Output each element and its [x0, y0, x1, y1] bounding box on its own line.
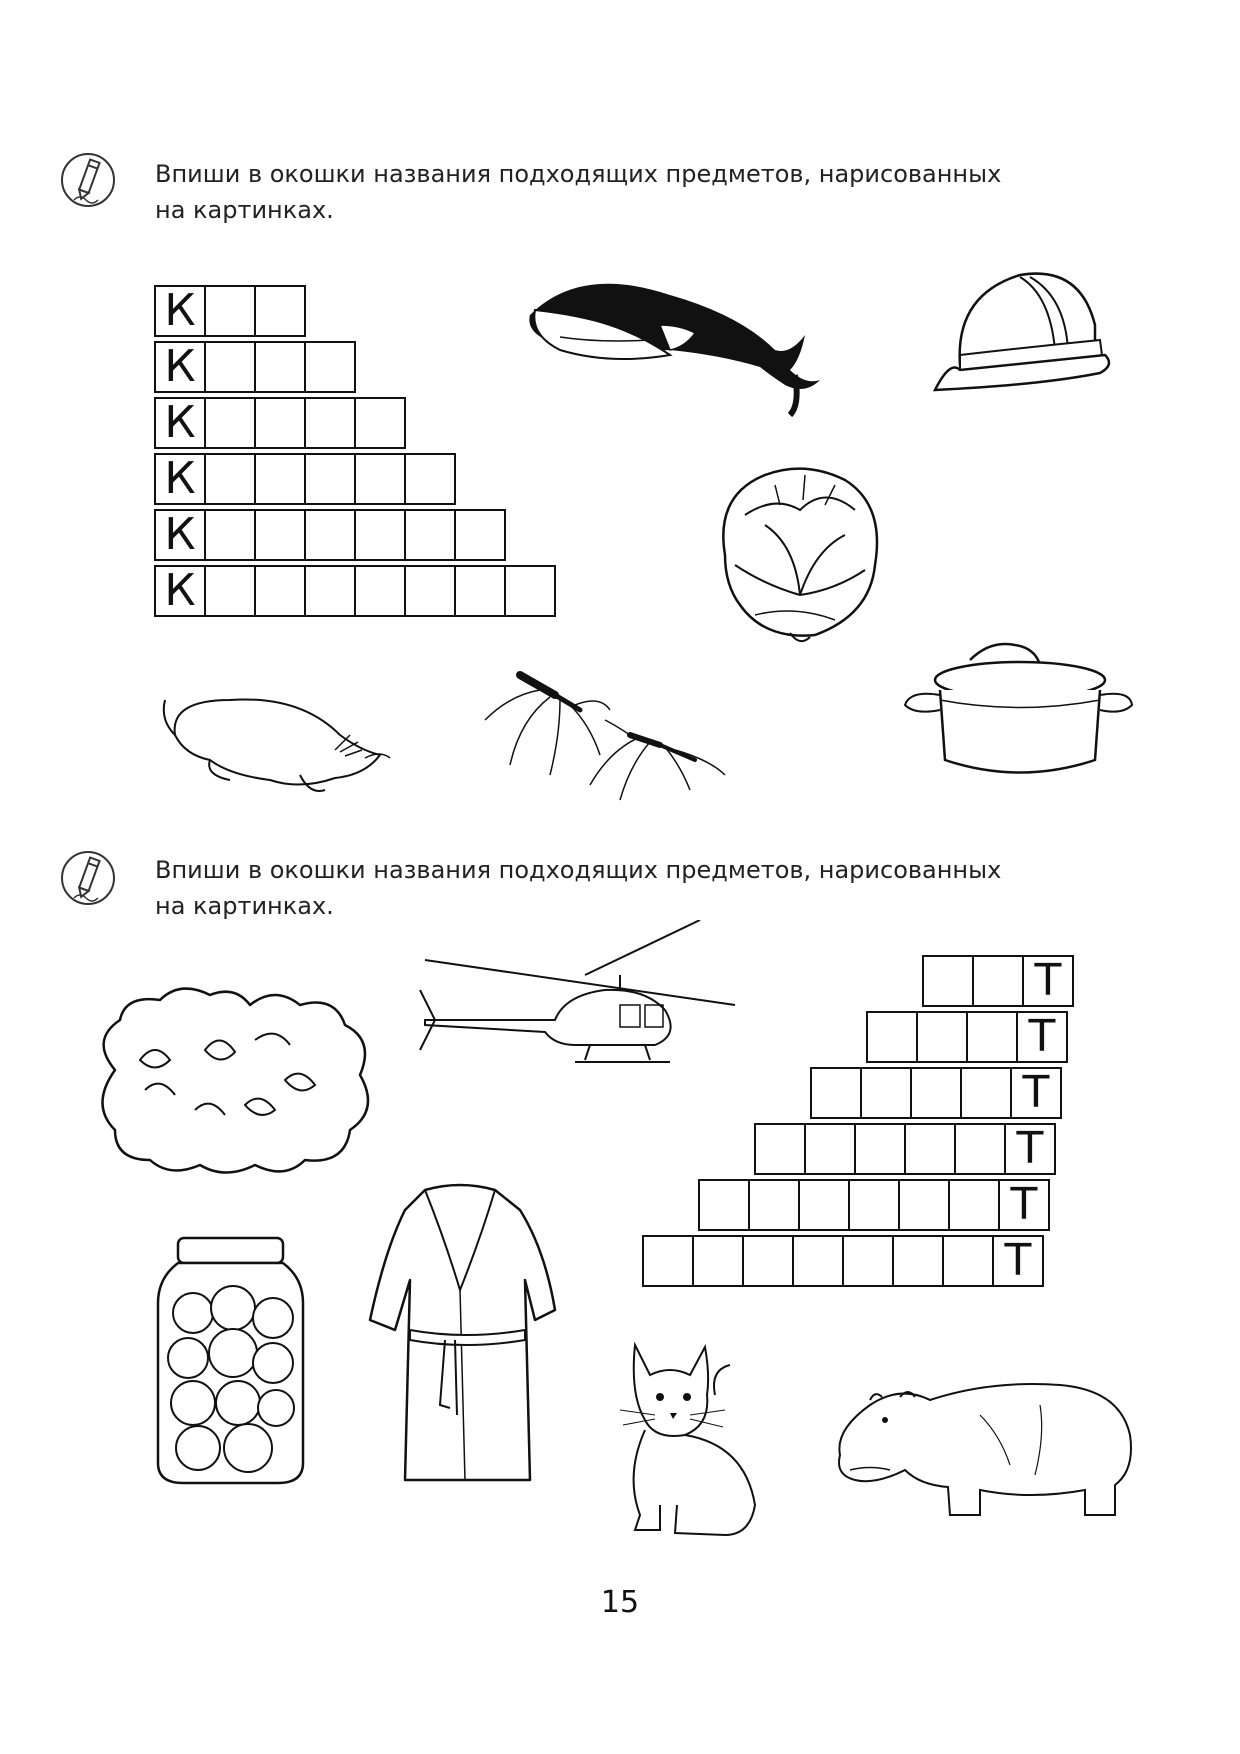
grid-row-6	[156, 565, 556, 617]
letter-cell: Т	[1016, 1011, 1068, 1063]
helmet-picture	[930, 255, 1120, 405]
grid-row-3	[812, 1067, 1062, 1119]
answer-cell[interactable]	[304, 453, 356, 505]
grid-row-1	[156, 285, 306, 337]
answer-cell[interactable]	[304, 509, 356, 561]
hippo-picture	[830, 1375, 1140, 1525]
answer-cell[interactable]	[698, 1179, 750, 1231]
answer-cell[interactable]	[742, 1235, 794, 1287]
answer-cell[interactable]	[404, 509, 456, 561]
answer-cell[interactable]	[642, 1235, 694, 1287]
mosquitoes-picture	[480, 665, 740, 810]
letter-cell: К	[154, 397, 206, 449]
answer-cell[interactable]	[798, 1179, 850, 1231]
pencil-icon	[58, 848, 118, 908]
answer-cell[interactable]	[948, 1179, 1000, 1231]
answer-cell[interactable]	[254, 509, 306, 561]
answer-cell[interactable]	[204, 565, 256, 617]
answer-cell[interactable]	[754, 1123, 806, 1175]
letter-cell: К	[154, 509, 206, 561]
task2-instruction: Впиши в окошки названия подходящих предметов, нарисованных на картинках.	[155, 856, 1002, 920]
answer-cell[interactable]	[304, 565, 356, 617]
mole-picture	[150, 680, 400, 810]
answer-cell[interactable]	[504, 565, 556, 617]
answer-cell[interactable]	[972, 955, 1024, 1007]
answer-cell[interactable]	[866, 1011, 918, 1063]
answer-cell[interactable]	[404, 565, 456, 617]
answer-cell[interactable]	[354, 565, 406, 617]
answer-cell[interactable]	[254, 565, 306, 617]
answer-cell[interactable]	[204, 453, 256, 505]
answer-cell[interactable]	[254, 453, 306, 505]
answer-cell[interactable]	[842, 1235, 894, 1287]
answer-cell[interactable]	[254, 341, 306, 393]
answer-cell[interactable]	[792, 1235, 844, 1287]
answer-cell[interactable]	[692, 1235, 744, 1287]
answer-cell[interactable]	[404, 453, 456, 505]
answer-cell[interactable]	[848, 1179, 900, 1231]
answer-cell[interactable]	[354, 397, 406, 449]
grid-row-1	[924, 955, 1074, 1007]
answer-cell[interactable]	[354, 453, 406, 505]
answer-cell[interactable]	[204, 397, 256, 449]
grid-row-2	[156, 341, 356, 393]
answer-cell[interactable]	[904, 1123, 956, 1175]
grid-row-4	[756, 1123, 1056, 1175]
answer-cell[interactable]	[898, 1179, 950, 1231]
pencil-icon	[58, 150, 118, 210]
answer-cell[interactable]	[810, 1067, 862, 1119]
kitten-picture	[615, 1335, 765, 1545]
answer-cell[interactable]	[204, 341, 256, 393]
grid-row-5	[700, 1179, 1050, 1231]
answer-cell[interactable]	[892, 1235, 944, 1287]
answer-cell[interactable]	[304, 397, 356, 449]
answer-cell[interactable]	[942, 1235, 994, 1287]
answer-cell[interactable]	[748, 1179, 800, 1231]
letter-cell: К	[154, 285, 206, 337]
letter-cell: Т	[1004, 1123, 1056, 1175]
letter-cell: Т	[992, 1235, 1044, 1287]
answer-cell[interactable]	[854, 1123, 906, 1175]
pot-picture	[900, 640, 1135, 790]
answer-cell[interactable]	[910, 1067, 962, 1119]
answer-cell[interactable]	[354, 509, 406, 561]
bathrobe-picture	[365, 1180, 560, 1485]
task1-instruction: Впиши в окошки названия подходящих предметов, нарисованных на картинках.	[155, 160, 1002, 224]
answer-cell[interactable]	[954, 1123, 1006, 1175]
answer-cell[interactable]	[860, 1067, 912, 1119]
answer-cell[interactable]	[204, 509, 256, 561]
letter-cell: К	[154, 565, 206, 617]
letter-cell: Т	[998, 1179, 1050, 1231]
jar-picture	[148, 1233, 313, 1488]
helicopter-picture	[405, 920, 740, 1070]
answer-cell[interactable]	[804, 1123, 856, 1175]
letter-cell: К	[154, 341, 206, 393]
answer-cell[interactable]	[454, 509, 506, 561]
bush-picture	[85, 980, 380, 1180]
letter-cell: К	[154, 453, 206, 505]
answer-cell[interactable]	[966, 1011, 1018, 1063]
whale-picture	[520, 255, 830, 425]
grid-row-5	[156, 509, 506, 561]
grid-row-2	[868, 1011, 1068, 1063]
answer-cell[interactable]	[204, 285, 256, 337]
page-number: 15	[600, 1585, 640, 1620]
cabbage-picture	[705, 455, 890, 650]
answer-cell[interactable]	[304, 341, 356, 393]
answer-cell[interactable]	[922, 955, 974, 1007]
answer-cell[interactable]	[454, 565, 506, 617]
answer-cell[interactable]	[254, 285, 306, 337]
grid-row-6	[644, 1235, 1044, 1287]
grid-row-4	[156, 453, 456, 505]
answer-cell[interactable]	[960, 1067, 1012, 1119]
letter-cell: Т	[1010, 1067, 1062, 1119]
letter-cell: Т	[1022, 955, 1074, 1007]
answer-cell[interactable]	[916, 1011, 968, 1063]
answer-cell[interactable]	[254, 397, 306, 449]
grid-row-3	[156, 397, 406, 449]
